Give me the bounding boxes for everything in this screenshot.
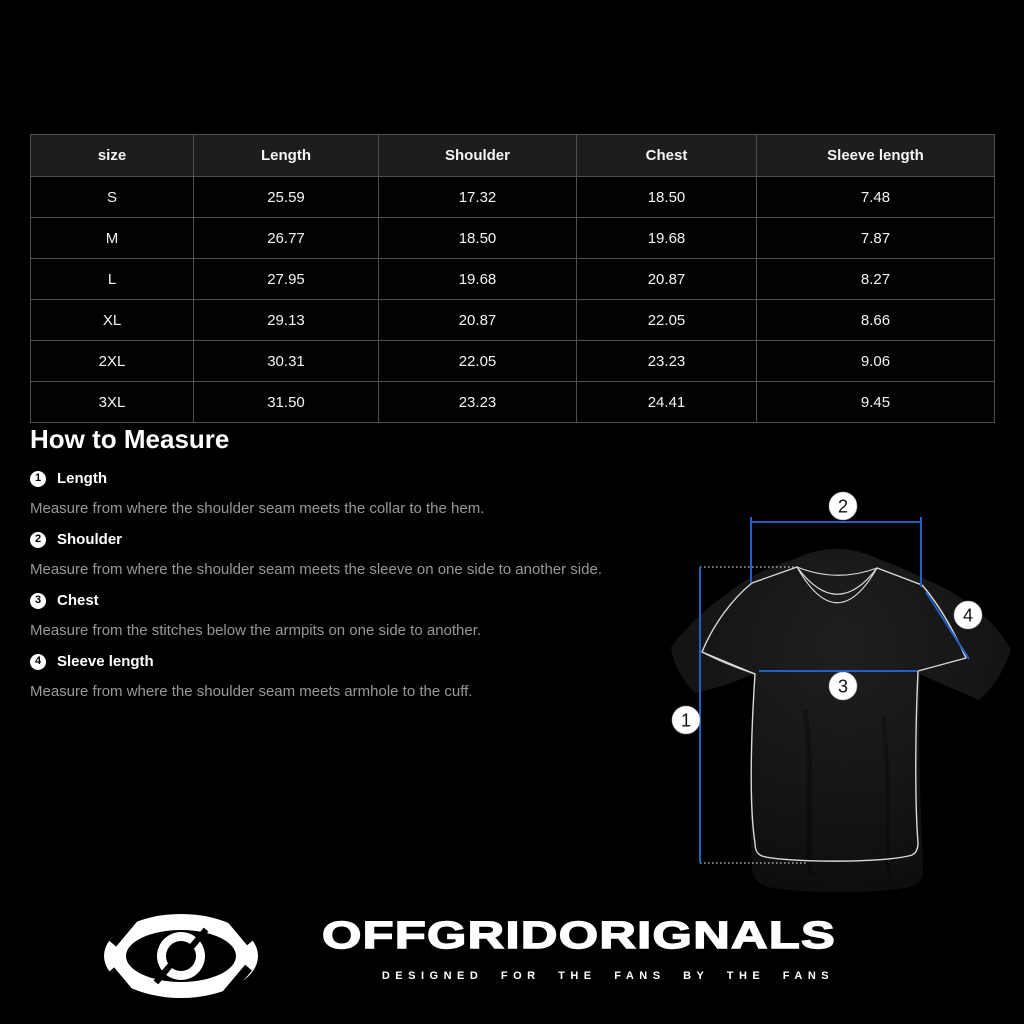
measure-item-shoulder — [30, 531, 660, 578]
size-chart-table — [30, 134, 995, 423]
marker-chest — [829, 672, 857, 700]
column-header-shoulder: Shoulder — [379, 135, 577, 177]
svg-text:2: 2 — [837, 496, 849, 517]
table-cell: 31.50 — [194, 382, 379, 423]
tshirt-silhouette — [671, 549, 1011, 892]
table-cell: 19.68 — [577, 218, 757, 259]
table-header-row — [31, 135, 995, 177]
number-badge-1: 1 — [30, 471, 46, 487]
measure-item-description: Measure from where the shoulder seam meets the collar to the hem. — [30, 500, 485, 517]
table-cell: 19.68 — [379, 259, 577, 300]
table-cell: 9.45 — [757, 382, 995, 423]
table-cell: 18.50 — [379, 218, 577, 259]
measure-item-sleeve-length — [30, 653, 660, 700]
how-to-measure-title: How to Measure — [30, 424, 230, 454]
brand-tagline: DESIGNED FOR THE FANS BY THE FANS — [381, 970, 835, 982]
size-cell: S — [31, 177, 194, 218]
measure-item-description: Measure from where the shoulder seam meets armhole to the cuff. — [30, 683, 473, 700]
size-cell: 2XL — [31, 341, 194, 382]
size-cell: M — [31, 218, 194, 259]
column-header-sleeve-length: Sleeve length — [757, 135, 995, 177]
table-cell: 26.77 — [194, 218, 379, 259]
table-row — [31, 218, 995, 259]
size-cell: L — [31, 259, 194, 300]
marker-sleeve — [954, 601, 982, 629]
table-cell: 8.66 — [757, 300, 995, 341]
table-cell: 23.23 — [379, 382, 577, 423]
measure-item-description: Measure from where the shoulder seam meets the sleeve on one side to another side. — [30, 561, 602, 578]
brand-wordmark: OFFGRIDORIGNALS — [322, 915, 837, 957]
tshirt-measurement-diagram — [655, 475, 1024, 905]
table-cell: 29.13 — [194, 300, 379, 341]
table-cell: 27.95 — [194, 259, 379, 300]
number-badge-3: 3 — [30, 593, 46, 609]
measure-instructions-list — [30, 470, 660, 714]
svg-text:4: 4 — [962, 605, 974, 626]
number-badge-2: 2 — [30, 532, 46, 548]
table-row — [31, 259, 995, 300]
table-cell: 17.32 — [379, 177, 577, 218]
measure-item-label: Length — [57, 470, 107, 487]
table-cell: 18.50 — [577, 177, 757, 218]
table-cell: 8.27 — [757, 259, 995, 300]
table-cell: 25.59 — [194, 177, 379, 218]
marker-length — [672, 706, 700, 734]
table-row — [31, 300, 995, 341]
size-cell: XL — [31, 300, 194, 341]
table-cell: 7.48 — [757, 177, 995, 218]
table-row — [31, 177, 995, 218]
table-cell: 30.31 — [194, 341, 379, 382]
svg-text:1: 1 — [680, 710, 692, 731]
column-header-chest: Chest — [577, 135, 757, 177]
table-cell: 20.87 — [379, 300, 577, 341]
marker-shoulder — [829, 492, 857, 520]
table-cell: 22.05 — [577, 300, 757, 341]
table-row — [31, 382, 995, 423]
table-cell: 9.06 — [757, 341, 995, 382]
table-row — [31, 341, 995, 382]
size-cell: 3XL — [31, 382, 194, 423]
table-cell: 7.87 — [757, 218, 995, 259]
table-cell: 22.05 — [379, 341, 577, 382]
table-cell: 20.87 — [577, 259, 757, 300]
column-header-length: Length — [194, 135, 379, 177]
number-badge-4: 4 — [30, 654, 46, 670]
svg-text:3: 3 — [837, 676, 849, 697]
measure-item-length — [30, 470, 660, 517]
measure-item-label: Chest — [57, 592, 99, 609]
column-header-size: size — [31, 135, 194, 177]
measure-item-label: Sleeve length — [57, 653, 154, 670]
measure-item-label: Shoulder — [57, 531, 123, 548]
measure-item-description: Measure from the stitches below the armpits on one side to another. — [30, 622, 482, 639]
measure-item-chest — [30, 592, 660, 639]
table-cell: 23.23 — [577, 341, 757, 382]
offgrid-eye-logo-icon — [100, 911, 262, 1001]
table-cell: 24.41 — [577, 382, 757, 423]
